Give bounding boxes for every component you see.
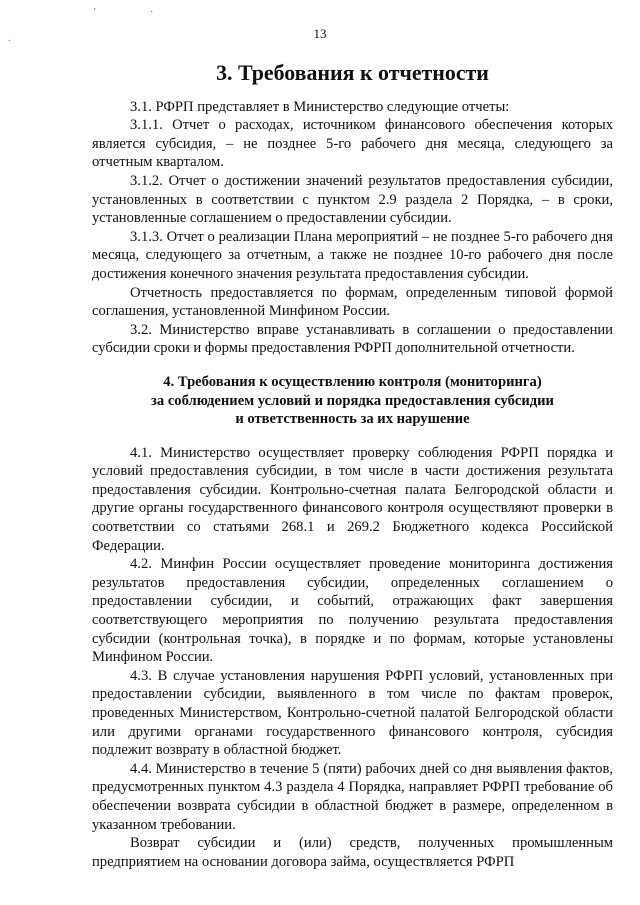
scan-speck: . [8, 33, 11, 44]
document-body [92, 60, 613, 871]
paragraph-3-1-2: 3.1.2. Отчет о достижении значений результатов предоставления субсидии, установленных в соответствии с пунктом 2.9 раздела 2 Порядка, – в сроки, установленные соглашением о предоставлении субсидии. [92, 172, 613, 227]
section-4-title-line: 4. Требования к осуществлению контроля (мониторинга) [163, 373, 542, 390]
paragraph-3-1-3: 3.1.3. Отчет о реализации Плана мероприятий – не позднее 5-го рабочего дня месяца, следующего за отчетным, а также не позднее 10-го рабочего дня после достижения конечного значения результата предоставления субсидии. [92, 228, 613, 282]
paragraph-4-1: 4.1. Министерство осуществляет проверку соблюдения РФРП порядка и условий предоставления субсидии, в том числе в части достижения результата предоставления субсидии. Контрольно-счетная палата Белгородской области и другие органы государственного финансового контроля осуществляют проверки в соответствии со статьями 268.1 и 269.2 Бюджетного кодекса Российской Федерации. [92, 444, 613, 554]
scan-speck: ’ [93, 7, 97, 18]
scan-speck: · [150, 7, 154, 18]
paragraph-reporting-forms: Отчетность предоставляется по формам, определенным типовой формой соглашения, установленной Минфином России. [92, 284, 613, 320]
paragraph-4-2: 4.2. Минфин России осуществляет проведение мониторинга достижения результатов предоставления субсидии, определенных соглашением о предоставлении субсидии, и событий, отражающих факт завершения соответствующего мероприятия по получению результата предоставления субсидии (контрольная точка), в порядке и по формам, которые установлены Минфином России. [92, 556, 613, 666]
page-number: 13 [313, 26, 327, 41]
paragraph-4-3: 4.3. В случае установления нарушения РФРП условий, установленных при предоставлении субсидии, выявленного в том числе по фактам проверок, проведенных Министерством, Контрольно-счетной палатой Белгородской области или другими органами государственного финансового контроля, субсидия подлежит возврату в областной бюджет. [92, 667, 613, 759]
paragraph-refund: Возврат субсидии и (или) средств, полученных промышленным предприятием на основании договора займа, осуществляется РФРП [92, 835, 613, 870]
paragraph-3-1: 3.1. РФРП представляет в Министерство следующие отчеты: [130, 98, 510, 115]
section-4-title-line: и ответственность за их нарушение [235, 411, 470, 428]
paragraph-4-4: 4.4. Министерство в течение 5 (пяти) рабочих дней со дня выявления фактов, предусмотренных пунктом 4.3 раздела 4 Порядка, направляет РФРП требование об обеспечении возврата субсидии в областной бюджет в размере, определенном в указанном требовании. [92, 760, 613, 833]
section-4-title-line: за соблюдением условий и порядка предоставления субсидии [151, 392, 554, 409]
paragraph-3-2: 3.2. Министерство вправе устанавливать в соглашении о предоставлении субсидии сроки и формы предоставления РФРП дополнительной отчетности. [92, 321, 613, 357]
paragraph-3-1-1: 3.1.1. Отчет о расходах, источником финансового обеспечения которых является субсидия, – не позднее 5-го рабочего дня месяца, следующего за отчетным кварталом. [92, 117, 613, 171]
section-3-title: 3. Требования к отчетности [216, 60, 489, 85]
section-4-title [92, 373, 613, 429]
